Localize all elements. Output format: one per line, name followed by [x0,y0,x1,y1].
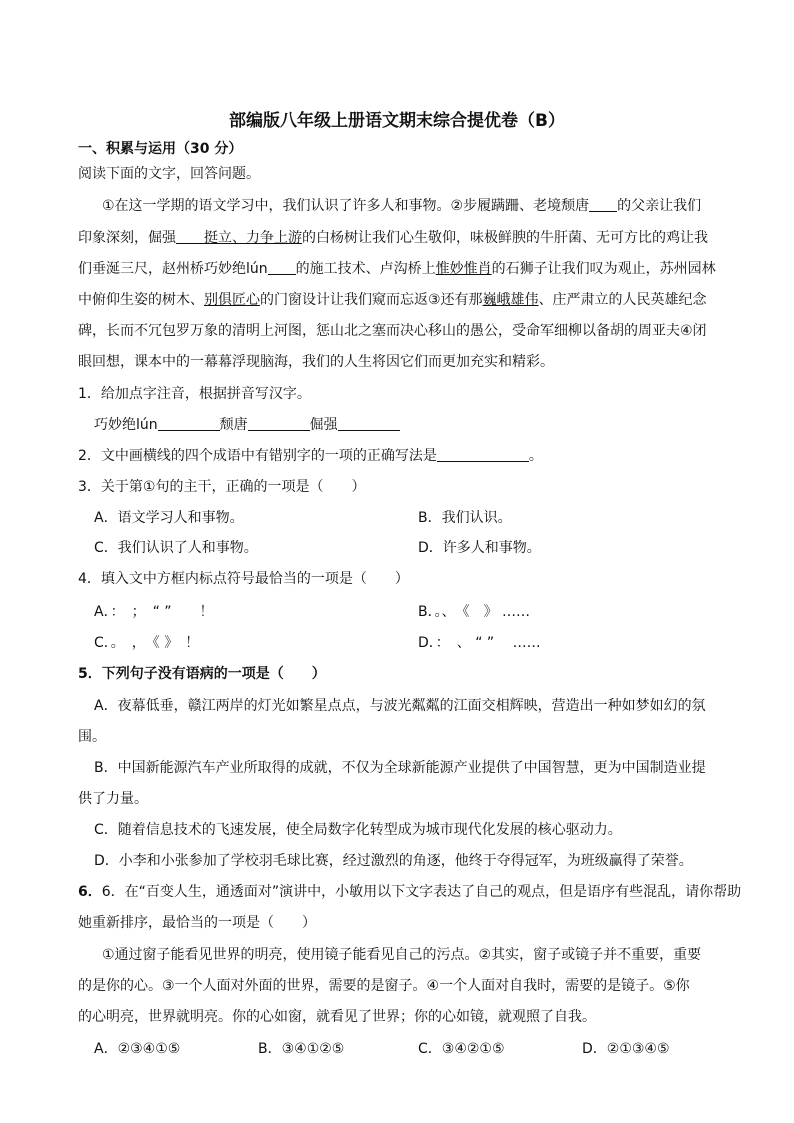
underlined-idiom: 巍峨雄伟 [482,292,539,308]
answer-blank[interactable] [437,447,529,462]
question-6-stem-cont: 她重新排序，最恰当的一项是（ ） [78,915,316,931]
section-heading: 一、积累与运用（30 分） [78,141,243,157]
underlined-idiom: 惟妙惟肖 [435,261,492,277]
question-6-stem [78,882,742,902]
q3-option-a[interactable]: A．语文学习人和事物。 [94,510,244,526]
section-intro: 阅读下面的文字，回答问题。 [78,166,260,182]
question-1-answers [94,415,732,435]
q5-option-d[interactable]: D．小李和小张参加了学校羽毛球比赛，经过激烈的角逐，他终于夺得冠军，为班级赢得了荣誉。 [94,853,693,869]
q5-option-b[interactable]: B．中国新能源汽车产业所取得的成就，不仅为全球新能源产业提供了中国智慧，更为中国制造业提 [94,760,706,776]
passage-text: 的施工技术、卢沟桥上 [295,261,436,277]
q3-option-d[interactable]: D．许多人和事物。 [418,540,541,556]
q3-option-b[interactable]: B．我们认识。 [418,510,512,526]
passage-text: 的石狮子让我们叹为观止，苏州园林 [491,261,716,277]
q6-option-a[interactable]: A．②③④①⑤ [94,1041,181,1057]
answer-blank[interactable] [158,416,220,431]
question-1-stem: 1．给加点字注音，根据拼音写汉字。 [78,386,311,402]
q6-option-c[interactable]: C．③④②①⑤ [418,1041,505,1057]
page-title: 部编版八年级上册语文期末综合提优卷（B） [229,111,565,131]
underlined-idiom: 力争上游 [246,230,302,246]
passage-line-4 [78,290,732,310]
passage-line-1 [102,196,732,216]
passage-text: 的父亲让我们 [617,198,702,214]
question-2-stem [78,446,732,466]
q6-passage-line-3: 的心明亮，世界就明亮。你的心如窗，就看见了世界；你的心如镜，就观照了自我。 [78,1009,596,1025]
q5-option-a[interactable]: A．夜幕低垂，赣江两岸的灯光如繁星点点，与波光粼粼的江面交相辉映，营造出一种如梦如幻的氛 [94,698,706,714]
q1-label-c: 倔强 [309,417,338,433]
q4-option-a[interactable]: A．： ； “ ” ！ [94,604,214,620]
passage-text: 的白杨树让我们心生敬仰，味极鲜腴的牛肝菌、无可方比的鸡让我 [302,230,708,246]
passage-line-5: 碑，长而不冗包罗万象的清明上河图，惩山北之塞而决心移山的愚公，受命军细柳以备胡的周亚夫④闭 [78,323,707,339]
q6-option-d[interactable]: D．②①③④⑤ [582,1041,670,1057]
question-5-stem: 5．下列句子没有语病的一项是（ ） [78,666,326,682]
question-3-stem: 3．关于第①句的主干，正确的一项是（ ） [78,479,366,495]
passage-text: 、庄严肃立的人民英雄纪念 [538,292,707,308]
underlined-idiom: 别俱匠心 [204,292,260,308]
answer-blank[interactable] [248,416,310,431]
q2-text: 2．文中画横线的四个成语中有错别字的一项的正确写法是 [78,448,437,464]
q1-label-a: 巧妙绝lún [94,417,158,433]
passage-line-6: 眼回想，课本中的一幕幕浮现脑海，我们的人生将因它们而更加充实和精彩。 [78,354,554,370]
fill-blank[interactable] [176,229,204,244]
q4-option-b[interactable]: B．。、 《 》 …… [418,604,531,620]
q6-passage-line-1: ①通过窗子能看见世界的明亮，使用镜子能看见自己的污点。②其实，窗子或镜子并不重要，重要 [102,947,702,963]
q3-option-c[interactable]: C．我们认识了人和事物。 [94,540,258,556]
q6-number: 6． [78,884,102,900]
passage-text: 中俯仰生姿的树木、 [78,292,204,308]
q4-option-c[interactable]: C．。 ， 《 》 ！ [94,635,200,651]
passage-line-2 [78,228,732,248]
fill-blank[interactable] [589,197,617,212]
q6-stem-text: 6．在“百变人生，通透面对”演讲中，小敏用以下文字表达了自己的观点，但是语序有些混乱，请你帮助 [101,884,742,900]
q5-option-c[interactable]: C．随着信息技术的飞速发展，使全局数字化转型成为城市现代化发展的核心驱动力。 [94,822,622,838]
passage-text: 的门窗设计让我们窥而忘返③还有那 [260,292,483,308]
fill-blank[interactable] [268,260,296,275]
passage-text: 印象深刻，倔强 [78,230,176,246]
question-4-stem: 4．填入文中方框内标点符号最恰当的一项是（ ） [78,571,409,587]
q6-passage-line-2: 的是你的心。③一个人面对外面的世界，需要的是窗子。④一个人面对自我时，需要的是镜子。⑤你 [78,978,690,994]
q6-option-b[interactable]: B．③④①②⑤ [258,1041,345,1057]
q5-option-a-cont: 围。 [78,729,106,745]
q2-end: 。 [528,448,543,464]
passage-text: 们垂涎三尺，赵州桥巧妙绝lún [78,261,268,277]
q1-label-b: 颓唐 [219,417,248,433]
passage-text: ①在这一学期的语文学习中，我们认识了许多人和事物。②步履蹒跚、老境颓唐 [102,198,590,214]
q5-option-b-cont: 供了力量。 [78,791,148,807]
passage-text: 挺立、 [204,230,246,246]
answer-blank[interactable] [338,416,400,431]
q4-option-d[interactable]: D．： 、 “ ” …… [418,635,541,651]
passage-line-3 [78,259,732,279]
